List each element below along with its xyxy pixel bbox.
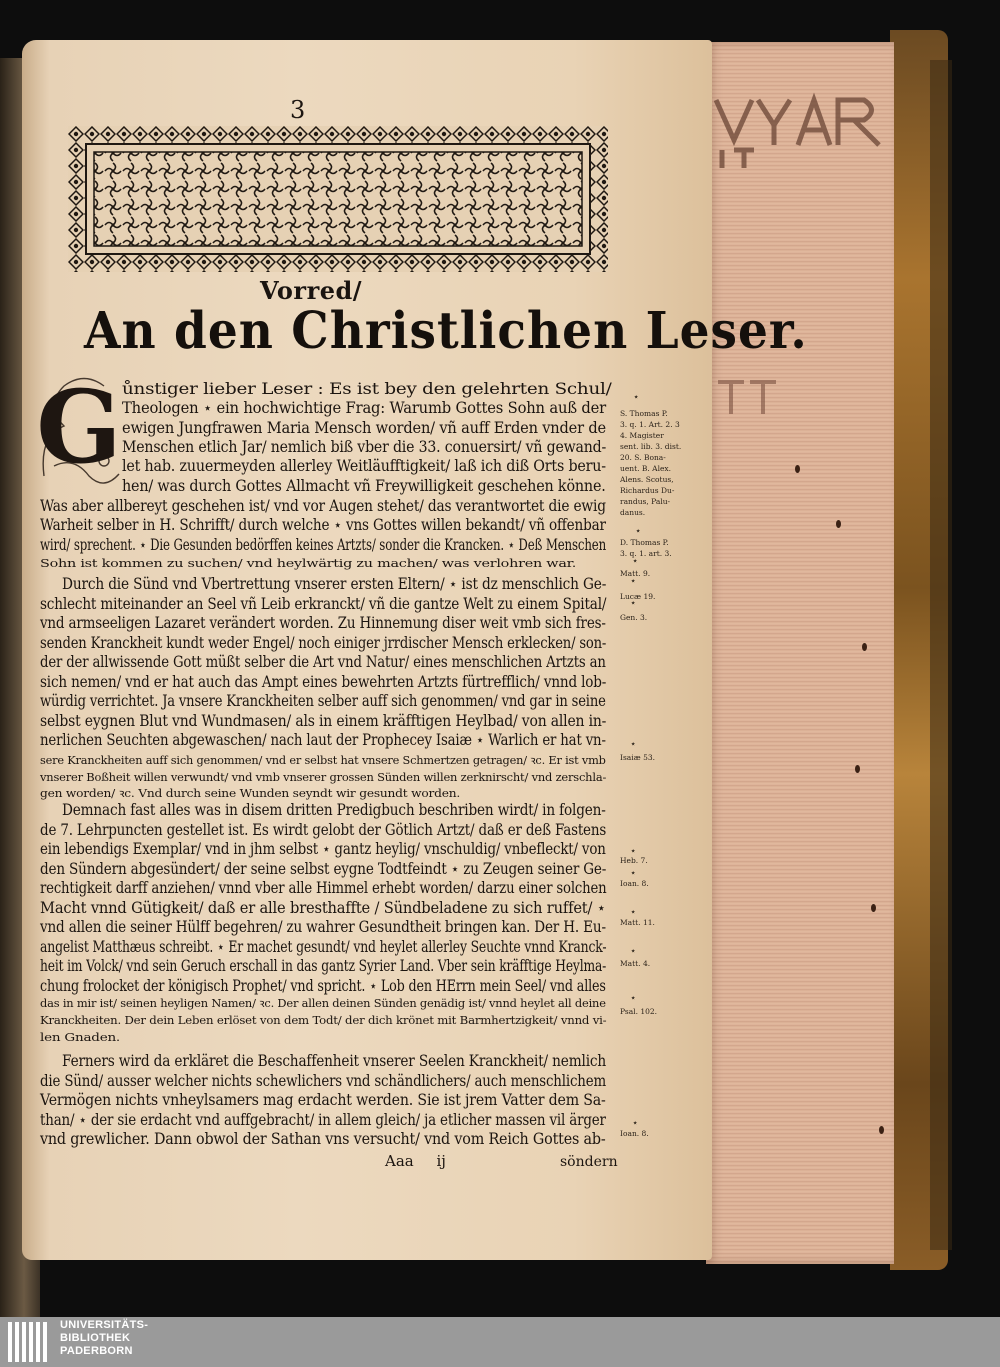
library-name-line3: PADERBORN [60, 1345, 133, 1357]
text-line: ůnstiger lieber Leser : Es ist bey den gelehrten Schul/ [122, 380, 612, 398]
worm-hole [862, 643, 867, 651]
asterisk-marker-icon: ⋆ [630, 993, 637, 1004]
text-line: ewigen Jungfrawen Maria Mensch worden/ vñ auff Erden vnder de [122, 419, 606, 437]
asterisk-marker-icon: ⋆ [630, 739, 637, 750]
text-line: senden Kranckheit kundt weder Engel/ noch einiger jrrdischer Mensch erklecken/ son- [40, 634, 607, 652]
text-line: vnd grewlicher. Dann obwol der Sathan vns versucht/ vnd vom Reich Gottes ab- [40, 1130, 606, 1148]
text-line: sere Kranckheiten auff sich genommen/ vnd er selbst hat vnsere Schmertzen getragen/ ꝛc. Er ist vmb [40, 753, 606, 767]
text-line: vnserer Boßheit willen verwundt/ vnd vmb vnserer grossen Sünden willen zerknirscht/ vnd zerschla- [40, 770, 607, 784]
asterisk-marker-icon: ⋆ [630, 576, 637, 587]
library-logo-icon [8, 1322, 54, 1362]
library-name-line1: UNIVERSITÄTS- [60, 1319, 149, 1331]
margin-note: 4. Magister [620, 431, 664, 440]
text-line: vnd allen die seiner Hülff begehren/ zu wahrer Gesundtheit bringen kan. Der H. Eu- [40, 918, 606, 936]
margin-note: Matt. 9. [620, 569, 651, 578]
text-line: Menschen etlich Jar/ nemlich biß vber die 33. conuersirt/ vñ gewand- [122, 438, 607, 456]
text-line: angelist Matthæus schreibt. ⋆ Er machet gesundt/ vnd heylet allerley Seuchte vnnd Kranck- [40, 938, 607, 956]
library-stamp-mark-small [714, 378, 784, 418]
text-line: vnd armseeligen Lazaret verändert worden. Zu Hinnemung diser weit vmb sich fres- [40, 614, 606, 632]
text-line: heit im Volck/ vnd sein Geruch erschall in das gantz Syrier Land. Vber sein kräfftige Heylma- [40, 957, 607, 975]
asterisk-marker-icon: ⋆ [630, 946, 637, 957]
text-line: der der allwissende Gott müßt selber die Art vnd Natur/ eines menschlichen Artzts an [40, 653, 606, 671]
worm-hole [879, 1126, 884, 1134]
worm-hole [836, 520, 841, 528]
catchword: söndern [560, 1154, 618, 1170]
page-number: 3 [290, 96, 306, 124]
margin-note: Matt. 11. [620, 918, 655, 927]
margin-note: S. Thomas P. [620, 409, 668, 418]
text-line: Demnach fast alles was in disem dritten Predigbuch beschriben wirdt/ in folgen- [62, 801, 606, 819]
text-line: chung frolocket der königisch Prophet/ vnd spricht. ⋆ Lob den HErrn mein Seel/ vnd alles [40, 977, 606, 995]
text-line: Vermögen nichts vnheylsamers mag erdacht werden. Sie ist jrem Vatter dem Sa- [40, 1091, 606, 1109]
margin-note: Ioan. 8. [620, 1129, 649, 1138]
asterisk-marker-icon: ⋆ [630, 598, 637, 609]
margin-note: D. Thomas P. [620, 538, 669, 547]
worm-hole [795, 465, 800, 473]
text-line: Was aber allbereyt geschehen ist/ vnd vor Augen stehet/ das verantwortet die ewig [40, 497, 606, 515]
asterisk-marker-icon: ⋆ [630, 907, 637, 918]
asterisk-marker-icon: ⋆ [632, 556, 639, 567]
text-line: Ferners wird da erkläret die Beschaffenheit vnserer Seelen Kranckheit/ nemlich [62, 1052, 607, 1070]
text-line: than/ ⋆ der sie erdacht vnd auffgebracht/ in allem gleich/ ja etlicher massen vil ärger [40, 1111, 606, 1129]
text-line: wird/ sprechent. ⋆ Die Gesunden bedörffen keines Artzts/ sonder die Krancken. ⋆ Deß Menschen [40, 536, 607, 554]
margin-note: sent. lib. 3. dist. [620, 442, 682, 451]
margin-note: randus, Palu- [620, 497, 671, 506]
text-line: hen/ was durch Gottes Allmacht vñ Freywilligkeit geschehen könne. [122, 477, 606, 495]
text-line: schlecht miteinander an Seel vñ Leib erkranckt/ vñ die gantze Welt zu einem Spital/ [40, 595, 607, 613]
text-line: Durch die Sünd vnd Vbertrettung vnserer ersten Eltern/ ⋆ ist dz menschlich Ge- [62, 575, 607, 593]
margin-note: Gen. 3. [620, 613, 648, 622]
text-line: rechtigkeit darff anziehen/ vnnd vber alle Himmel erhebt worden/ darzu einer solchen [40, 879, 607, 897]
margin-note: Alens. Scotus, [620, 475, 674, 484]
library-stamp-mark [714, 90, 894, 170]
text-line: nerlichen Seuchten abgewaschen/ nach laut der Prophecey Isaiæ ⋆ Warlich er hat vn- [40, 731, 606, 749]
text-line: Warheit selber in H. Schrifft/ durch welche ⋆ vns Gottes willen bekandt/ vñ offenbar [40, 516, 606, 534]
margin-note: danus. [620, 508, 646, 517]
text-line: gen worden/ ꝛc. Vnd durch seine Wunden seyndt wir gesundt worden. [40, 786, 461, 800]
decorated-initial [34, 366, 124, 496]
text-line: sich nemen/ vnd er hat auch das Ampt eines bewehrten Artzts fürtrefflich/ vnnd lob- [40, 673, 607, 691]
margin-note: Ioan. 8. [620, 879, 649, 888]
margin-note: 3. q. 1. art. 3. [620, 549, 672, 558]
asterisk-marker-icon: ⋆ [635, 526, 642, 537]
signature-mark: Aaa ij [385, 1152, 446, 1170]
margin-note: Psal. 102. [620, 1007, 658, 1016]
asterisk-marker-icon: ⋆ [630, 868, 637, 879]
margin-note: Heb. 7. [620, 856, 648, 865]
text-line: de 7. Lehrpuncten gestellet ist. Es wirdt gelobt der Götlich Artzt/ daß er deß Fastens [40, 821, 607, 839]
ornamental-headpiece [68, 126, 608, 272]
asterisk-marker-icon: ⋆ [632, 1118, 639, 1129]
text-line: den Sündern abgesündert/ der seine selbst eygne Todtfeindt ⋆ zu Zeugen seiner Ge- [40, 860, 607, 878]
text-line: Sohn ist kommen zu suchen/ vnd heylwärtig zu machen/ was verlohren war. [40, 556, 577, 570]
margin-note: 20. S. Bona- [620, 453, 666, 462]
text-line: das in mir ist/ seinen heyligen Namen/ ꝛc. Der allen deinen Sünden genädig ist/ vnnd heylet all deine [40, 996, 606, 1010]
library-name-line2: BIBLIOTHEK [60, 1332, 131, 1344]
text-line: Kranckheiten. Der dein Leben erlöset von dem Todt/ der dich krönet mit Barmhertzigkeit/ vnnd vi- [40, 1013, 607, 1027]
text-line: selbst eygnen Blut vnd Wundmasen/ als in einem kräfftigen Heylbad/ von allen in- [40, 712, 607, 730]
text-line: Macht vnnd Gütigkeit/ daß er alle bresthaffte / Sündbeladene zu sich ruffet/ ⋆ [40, 899, 606, 917]
margin-note: Richardus Du- [620, 486, 675, 495]
margin-note: Matt. 4. [620, 959, 651, 968]
margin-note: Isaiæ 53. [620, 753, 656, 762]
page-title: An den Christlichen Leser. [84, 301, 808, 362]
text-line: ein lebendigs Exemplar/ vnd in jhm selbst ⋆ gantz heylig/ vnschuldig/ vnbefleckt/ von [40, 840, 606, 858]
text-line: len Gnaden. [40, 1030, 121, 1044]
margin-note: Lucæ 19. [620, 592, 656, 601]
worm-hole [855, 765, 860, 773]
library-name [60, 1319, 148, 1358]
text-line: Theologen ⋆ ein hochwichtige Frag: Warumb Gottes Sohn auß der [122, 399, 607, 417]
text-line: let hab. zuuermeyden allerley Weitläufftigkeit/ laß ich diß Orts beru- [122, 457, 606, 475]
worm-hole [871, 904, 876, 912]
page-edges [706, 42, 894, 1264]
margin-note: 3. q. 1. Art. 2. 3 [620, 420, 680, 429]
asterisk-marker-icon: ⋆ [630, 846, 637, 857]
text-line: würdig verrichtet. Ja vnsere Kranckheiten selber auff sich genommen/ vnd gar in seine [40, 692, 606, 710]
margin-note: uent. B. Alex. [620, 464, 672, 473]
asterisk-marker-icon: ⋆ [633, 392, 640, 403]
library-footer-bar [0, 1317, 1000, 1367]
text-line: die Sünd/ ausser welcher nichts schewlichers vnd schändlichers/ auch menschlichem [40, 1072, 606, 1090]
initial-letter: G [36, 368, 122, 486]
preface-heading: Vorred/ [260, 276, 363, 305]
book-cover-inner-edge [930, 60, 952, 1250]
